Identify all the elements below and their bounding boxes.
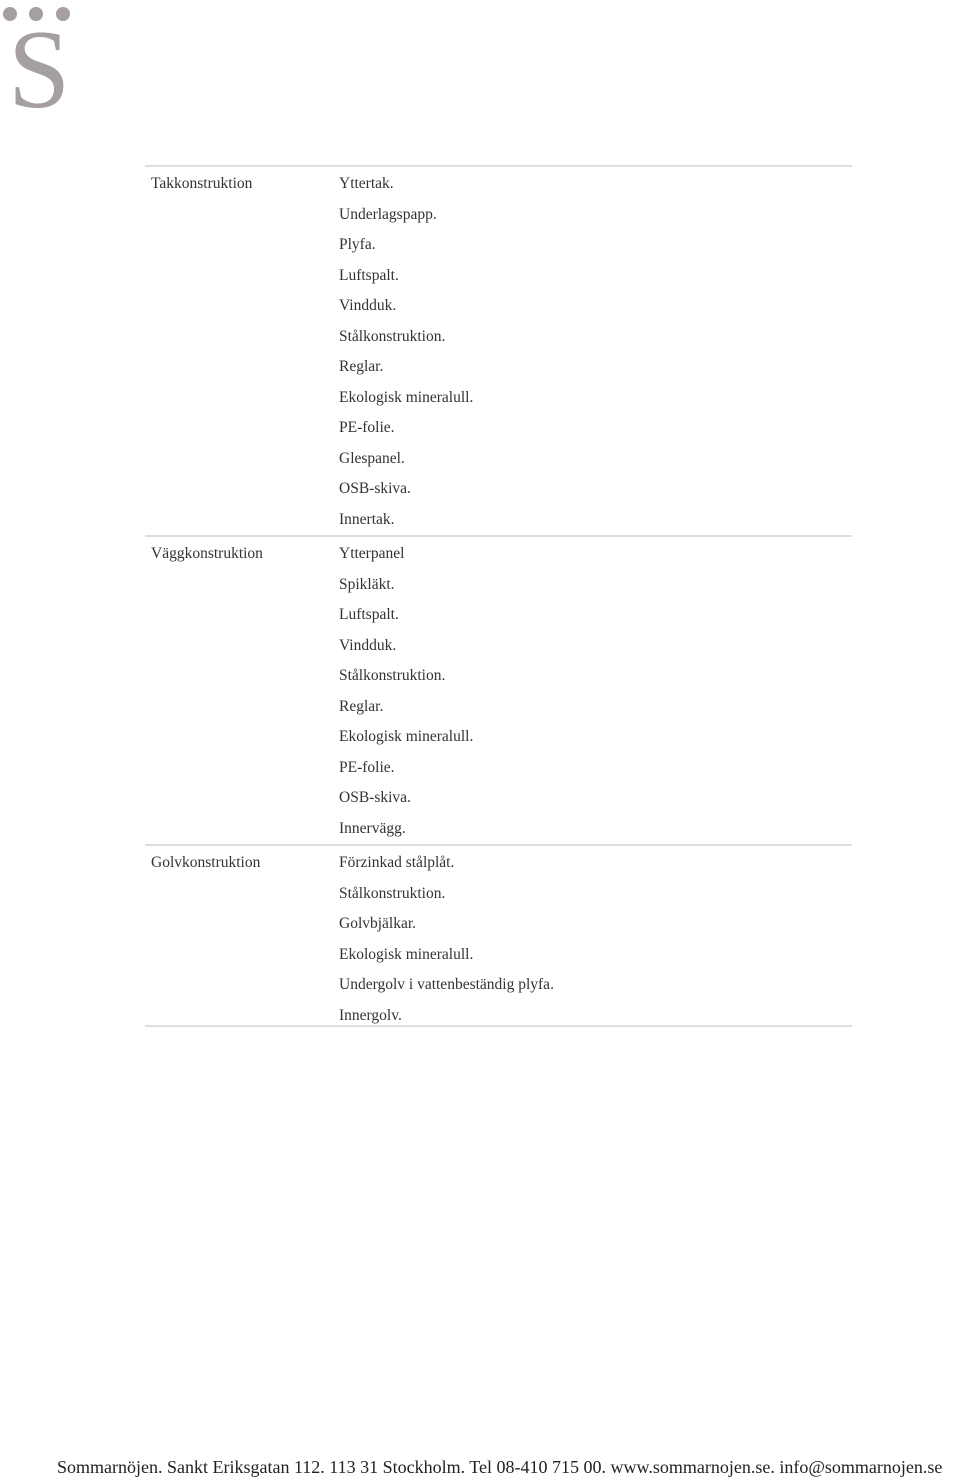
list-item: OSB-skiva.: [339, 789, 411, 806]
list-item: Undergolv i vattenbeständig plyfa.: [339, 976, 554, 993]
list-item: OSB-skiva.: [339, 480, 411, 497]
section-item-list: [339, 846, 852, 1031]
list-item: Yttertak.: [339, 175, 394, 192]
list-item: Ekologisk mineralull.: [339, 945, 474, 963]
section-takkonstruktion: [145, 167, 852, 537]
list-item: Innertak.: [339, 510, 395, 528]
footer-contact-line: Sommarnöjen. Sankt Eriksgatan 112. 113 31 Stockholm. Tel 08-410 715 00. www.sommarnojen.se. info@sommarnojen.se: [57, 1457, 943, 1477]
list-item: Förzinkad stålplåt.: [339, 854, 455, 871]
logo-letter: S: [8, 8, 71, 132]
logo: [0, 0, 80, 132]
list-item: Ytterpanel: [339, 545, 405, 562]
table-bottom-divider: [145, 1025, 852, 1027]
list-item: Ekologisk mineralull.: [339, 388, 474, 406]
list-item: PE-folie.: [339, 758, 395, 776]
list-item: Stålkonstruktion.: [339, 327, 446, 345]
construction-spec-table: [145, 165, 852, 1031]
list-item: Vindduk.: [339, 636, 397, 654]
list-item: Luftspalt.: [339, 266, 399, 284]
list-item: Spikläkt.: [339, 575, 395, 593]
list-item: Ekologisk mineralull.: [339, 728, 474, 745]
section-label: Golvkonstruktion: [151, 854, 261, 871]
list-item: Stålkonstruktion.: [339, 884, 446, 902]
list-item: Vindduk.: [339, 297, 397, 314]
list-item: Reglar.: [339, 358, 384, 375]
list-item: Glespanel.: [339, 449, 405, 467]
list-item: Innergolv.: [339, 1006, 402, 1024]
section-golvkonstruktion: [145, 846, 852, 1031]
section-label: Väggkonstruktion: [151, 545, 263, 562]
list-item: PE-folie.: [339, 419, 395, 436]
list-item: Underlagspapp.: [339, 205, 437, 223]
section-label: Takkonstruktion: [151, 175, 253, 192]
list-item: Golvbjälkar.: [339, 915, 417, 932]
list-item: Stålkonstruktion.: [339, 667, 446, 684]
list-item: Luftspalt.: [339, 606, 399, 623]
section-item-list: [339, 537, 852, 844]
section-item-list: [339, 167, 852, 535]
list-item: Plyfa.: [339, 236, 376, 253]
list-item: Innervägg.: [339, 819, 406, 837]
list-item: Reglar.: [339, 697, 384, 715]
section-vaggkonstruktion: [145, 537, 852, 846]
